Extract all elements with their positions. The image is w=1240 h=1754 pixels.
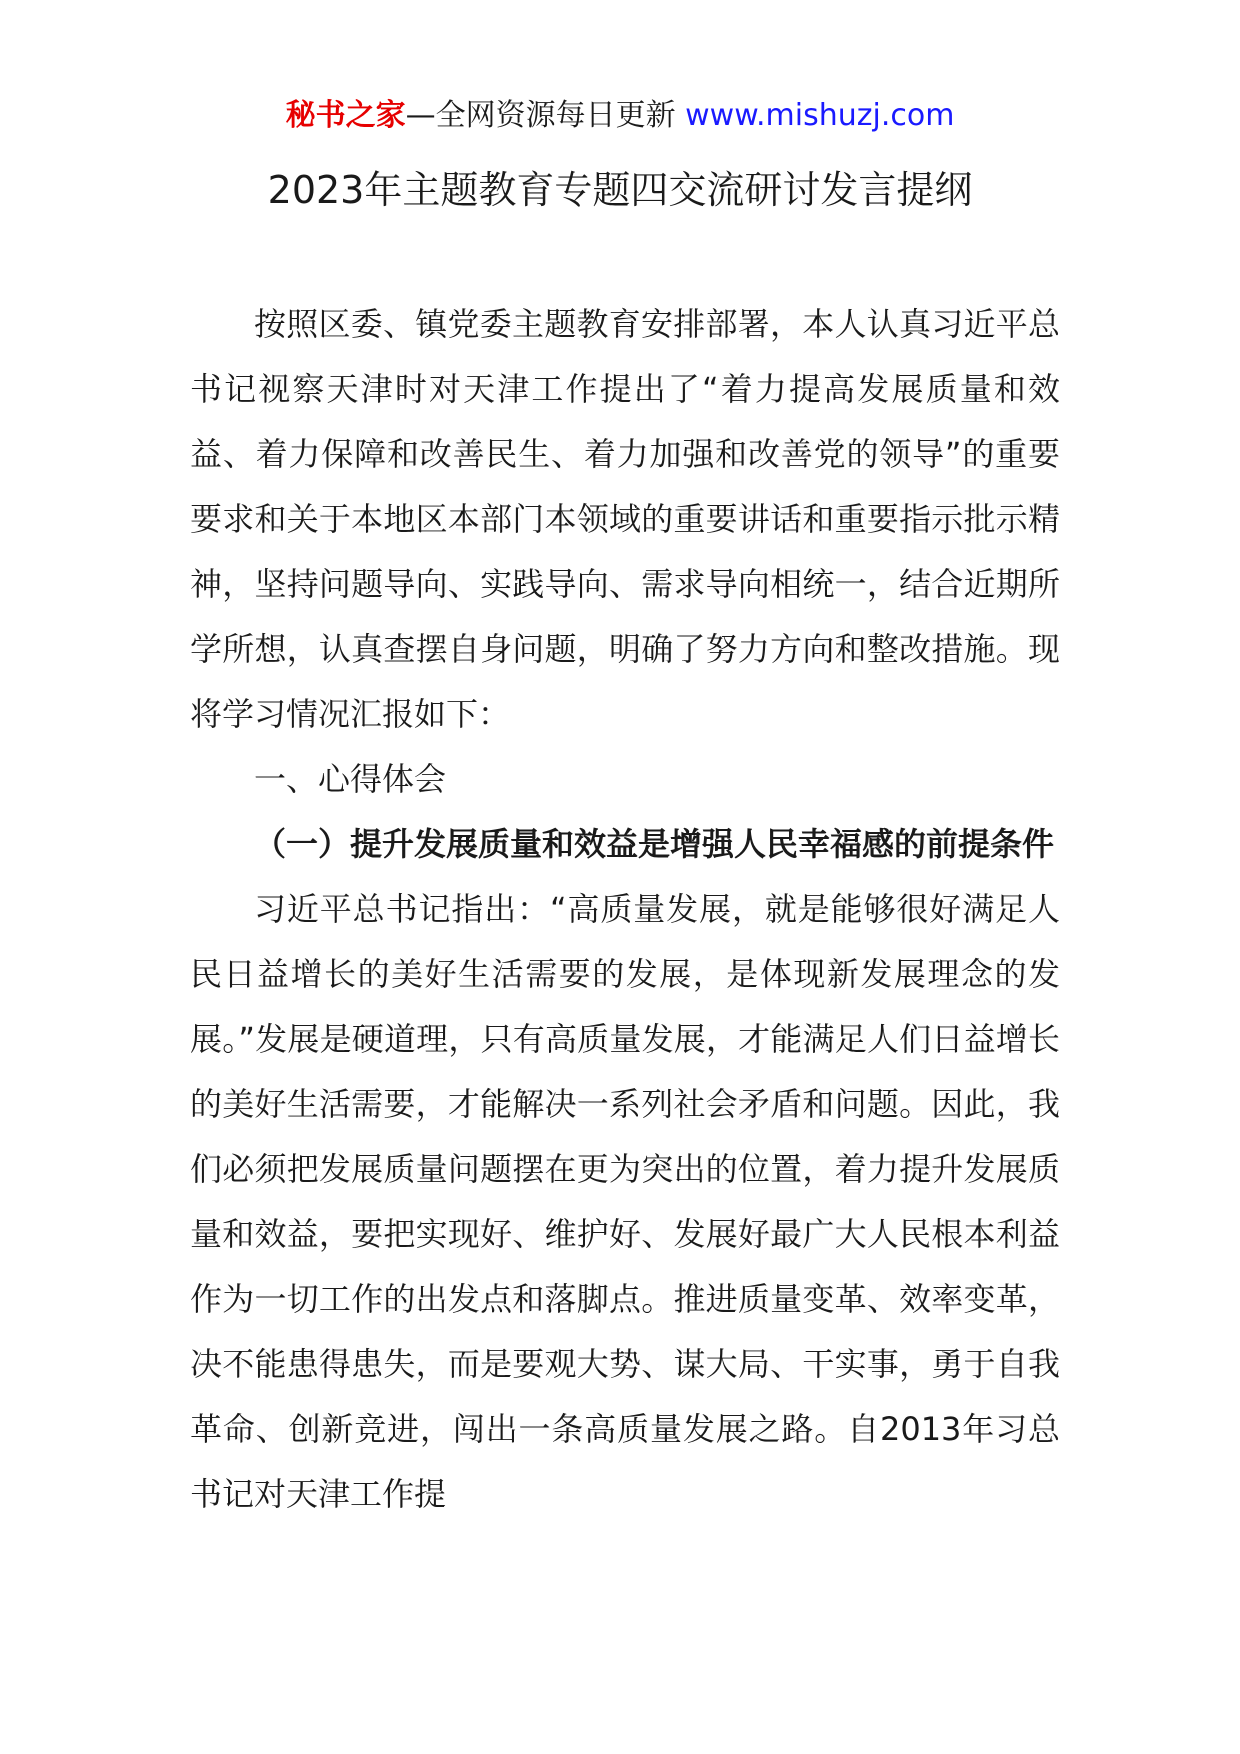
subsection-heading: （一）提升发展质量和效益是增强人民幸福感的前提条件: [254, 825, 1055, 863]
document-title: 2023年主题教育专题四交流研讨发言提纲: [267, 168, 973, 212]
document-body: [190, 292, 1060, 1527]
section-heading: 一、心得体会: [254, 760, 447, 798]
subsection-paragraph: 习近平总书记指出：“高质量发展，就是能够很好满足人民日益增长的美好生活需要的发展，是体现新发展理念的发展。”发展是硬道理，只有高质量发展，才能满足人们日益增长的美好生活需要，才能解决一系列社会矛盾和问题。因此，我们必须把发展质量问题摆在更为突出的位置，着力提升发展质量和效益，要把实现好、维护好、发展好最广大人民根本利益作为一切工作的出发点和落脚点。推进质量变革、效率变革，决不能患得患失，而是要观大势、谋大局、干实事，勇于自我革命、创新竞进，闯出一条高质量发展之路。自2013年习总书记对天津工作提: [190, 890, 1060, 1513]
intro-paragraph: 按照区委、镇党委主题教育安排部署，本人认真习近平总书记视察天津时对天津工作提出了“着力提高发展质量和效益、着力保障和改善民生、着力加强和改善党的领导”的重要要求和关于本地区本部门本领域的重要讲话和重要指示批示精神，坚持问题导向、实践导向、需求导向相统一，结合近期所学所想，认真查摆自身问题，明确了努力方向和整改措施。现将学习情况汇报如下：: [190, 305, 1060, 733]
brand-slogan: —全网资源每日更新: [405, 98, 686, 133]
site-url-link[interactable]: www.mishuzj.com: [685, 98, 955, 133]
brand-name: 秘书之家: [285, 98, 406, 133]
watermark-header: [0, 96, 1240, 136]
